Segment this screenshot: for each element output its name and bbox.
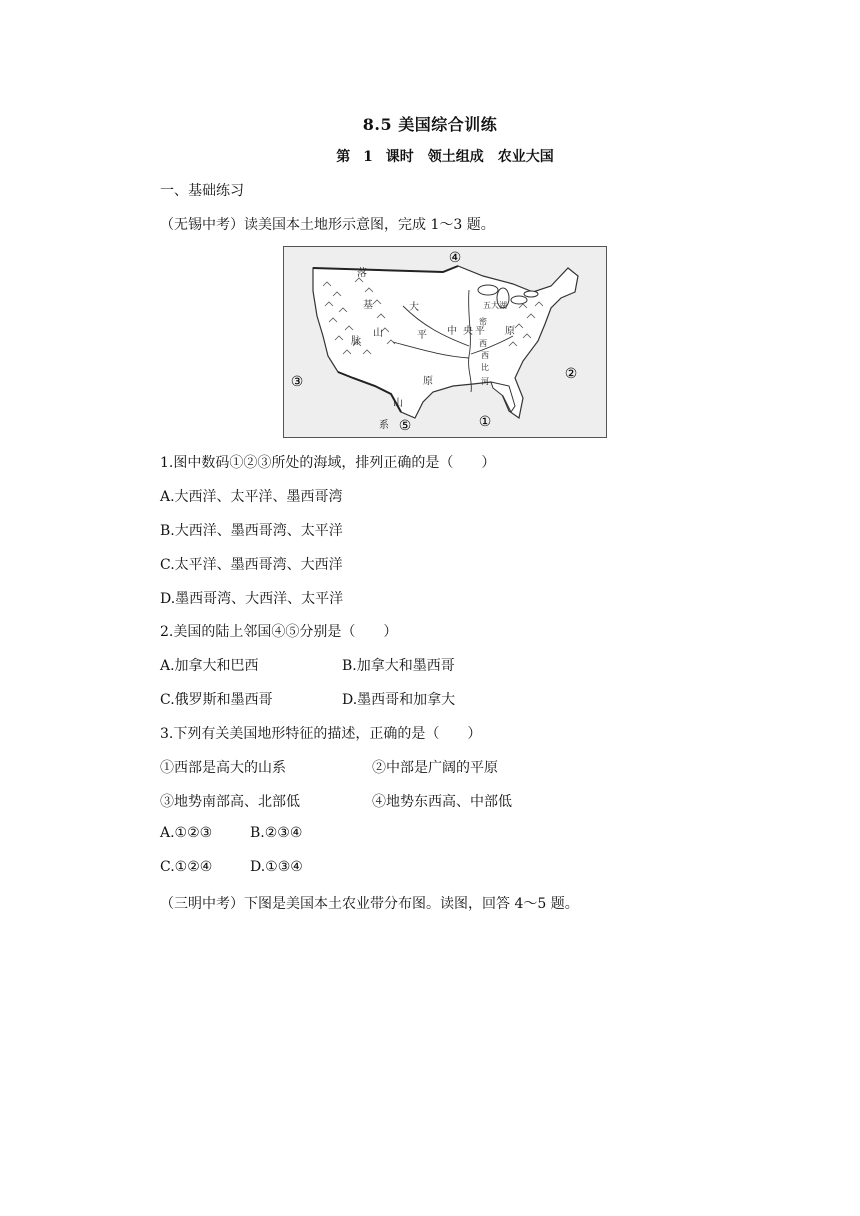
section-heading: 一、基础练习	[160, 183, 244, 199]
svg-text:原: 原	[423, 376, 433, 387]
us-terrain-map	[283, 246, 607, 438]
label-1: ①	[478, 414, 492, 430]
question-1-option-a[interactable]: A.大西洋、太平洋、墨西哥湾	[160, 489, 343, 505]
question-1-option-c[interactable]: C.太平洋、墨西哥湾、大西洋	[160, 557, 343, 573]
question-1-stem: 1.图中数码①②③所处的海域，排列正确的是（ ）	[160, 455, 496, 471]
svg-text:中: 中	[447, 326, 457, 337]
svg-text:山: 山	[373, 328, 383, 339]
question-3-statement-1: ①西部是高大的山系	[160, 760, 286, 776]
question-2-option-a[interactable]: A.加拿大和巴西	[160, 658, 259, 674]
svg-text:西: 西	[479, 339, 487, 348]
svg-text:大: 大	[409, 302, 419, 313]
label-3: ③	[290, 374, 304, 390]
question-3-statement-2: ②中部是广阔的平原	[372, 760, 498, 776]
question-intro-1: （无锡中考）读美国本土地形示意图，完成 1～3 题。	[160, 217, 495, 233]
svg-text:央: 央	[463, 326, 473, 337]
svg-text:脉: 脉	[351, 336, 361, 347]
question-2-stem: 2.美国的陆上邻国④⑤分别是（ ）	[160, 624, 398, 640]
svg-text:原: 原	[505, 326, 515, 337]
svg-text:落: 落	[357, 268, 367, 279]
question-3-stem: 3.下列有关美国地形特征的描述，正确的是（ ）	[160, 726, 482, 742]
label-5: ⑤	[398, 418, 412, 434]
question-3-option-d[interactable]: D.①③④	[250, 859, 303, 875]
svg-text:西: 西	[481, 351, 489, 360]
question-1-option-d[interactable]: D.墨西哥湾、大西洋、太平洋	[160, 591, 344, 607]
svg-text:平: 平	[475, 326, 485, 337]
question-3-statement-4: ④地势东西高、中部低	[372, 794, 512, 810]
question-2-option-b[interactable]: B.加拿大和墨西哥	[342, 658, 455, 674]
svg-text:山: 山	[393, 398, 403, 409]
svg-text:基: 基	[363, 300, 373, 311]
question-3-option-b[interactable]: B.②③④	[250, 825, 303, 841]
svg-text:密: 密	[479, 317, 487, 326]
question-2-option-d[interactable]: D.墨西哥和加拿大	[342, 692, 456, 708]
svg-text:河: 河	[481, 377, 489, 386]
label-4: ④	[448, 250, 462, 266]
svg-text:平: 平	[417, 330, 427, 341]
question-3-option-c[interactable]: C.①②④	[160, 859, 213, 875]
question-3-option-a[interactable]: A.①②③	[160, 825, 213, 841]
question-2-option-c[interactable]: C.俄罗斯和墨西哥	[160, 692, 273, 708]
lesson-subtitle: 第 1 课时 领土组成 农业大国	[336, 149, 554, 165]
svg-text:五大湖: 五大湖	[483, 301, 507, 310]
page-title: 8.5 美国综合训练	[362, 115, 498, 134]
label-2: ②	[564, 366, 578, 382]
svg-text:系: 系	[379, 420, 389, 431]
question-1-option-b[interactable]: B.大西洋、墨西哥湾、太平洋	[160, 523, 343, 539]
question-intro-2: （三明中考）下图是美国本土农业带分布图。读图，回答 4～5 题。	[160, 896, 579, 912]
question-3-statement-3: ③地势南部高、北部低	[160, 794, 300, 810]
svg-text:比: 比	[481, 363, 489, 372]
